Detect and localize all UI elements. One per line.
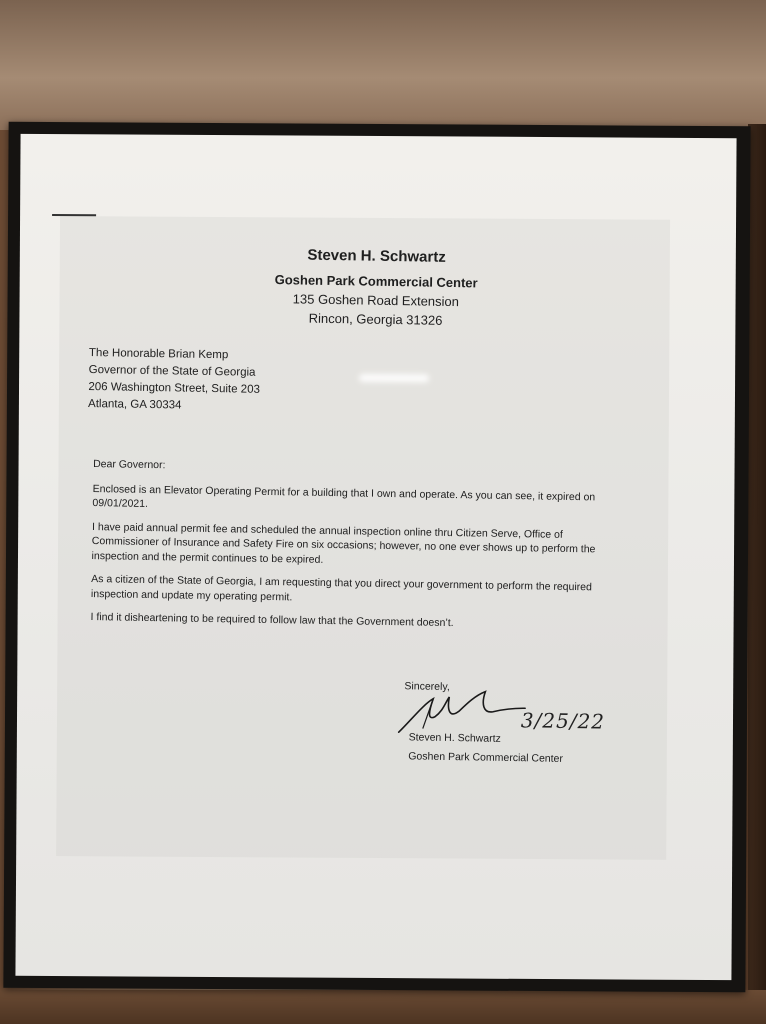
signer-company: Goshen Park Commercial Center xyxy=(408,750,564,765)
letterhead-address-line2: Rincon, Georgia 31326 xyxy=(308,310,443,328)
recipient-line3: 206 Washington Street, Suite 203 xyxy=(88,380,261,396)
valediction: Sincerely, xyxy=(404,680,450,694)
letterhead-company: Goshen Park Commercial Center xyxy=(274,272,478,291)
signer-name: Steven H. Schwartz xyxy=(408,731,501,745)
handwritten-date: 3/25/22 xyxy=(520,708,606,734)
recipient-line2: Governor of the State of Georgia xyxy=(88,363,256,379)
recipient-address xyxy=(88,345,261,416)
recipient-line4: Atlanta, GA 30334 xyxy=(88,397,182,412)
paragraph-2: I have paid annual permit fee and scheduled the annual inspection online thru Citizen Serve, Office of Commissioner of Insurance and Safety Fire on six occasions; however, no one ever shows up to perform the inspection and the permit continues to be expired. xyxy=(91,520,596,566)
letter-body xyxy=(90,457,623,642)
wall-edge-right xyxy=(748,124,766,1024)
wall-bottom xyxy=(0,990,766,1024)
recipient-line1: The Honorable Brian Kemp xyxy=(88,346,229,362)
paragraph-3: As a citizen of the State of Georgia, I am requesting that you direct your government to perform the required inspection and update my operating permit. xyxy=(90,573,593,603)
letter xyxy=(15,134,736,980)
letterhead-name: Steven H. Schwartz xyxy=(307,246,446,266)
paragraph-4: I find it disheartening to be required to follow law that the Government doesn’t. xyxy=(90,611,454,630)
picture-frame xyxy=(3,122,750,993)
letterhead-address-line1: 135 Goshen Road Extension xyxy=(292,291,460,310)
letter-paper xyxy=(15,134,736,980)
paragraph-1: Enclosed is an Elevator Operating Permit for a building that I own and operate. As you can see, it expired on 09/01/2021. xyxy=(92,482,596,510)
elevator-wall-top xyxy=(0,0,766,130)
salutation: Dear Governor: xyxy=(93,458,166,472)
